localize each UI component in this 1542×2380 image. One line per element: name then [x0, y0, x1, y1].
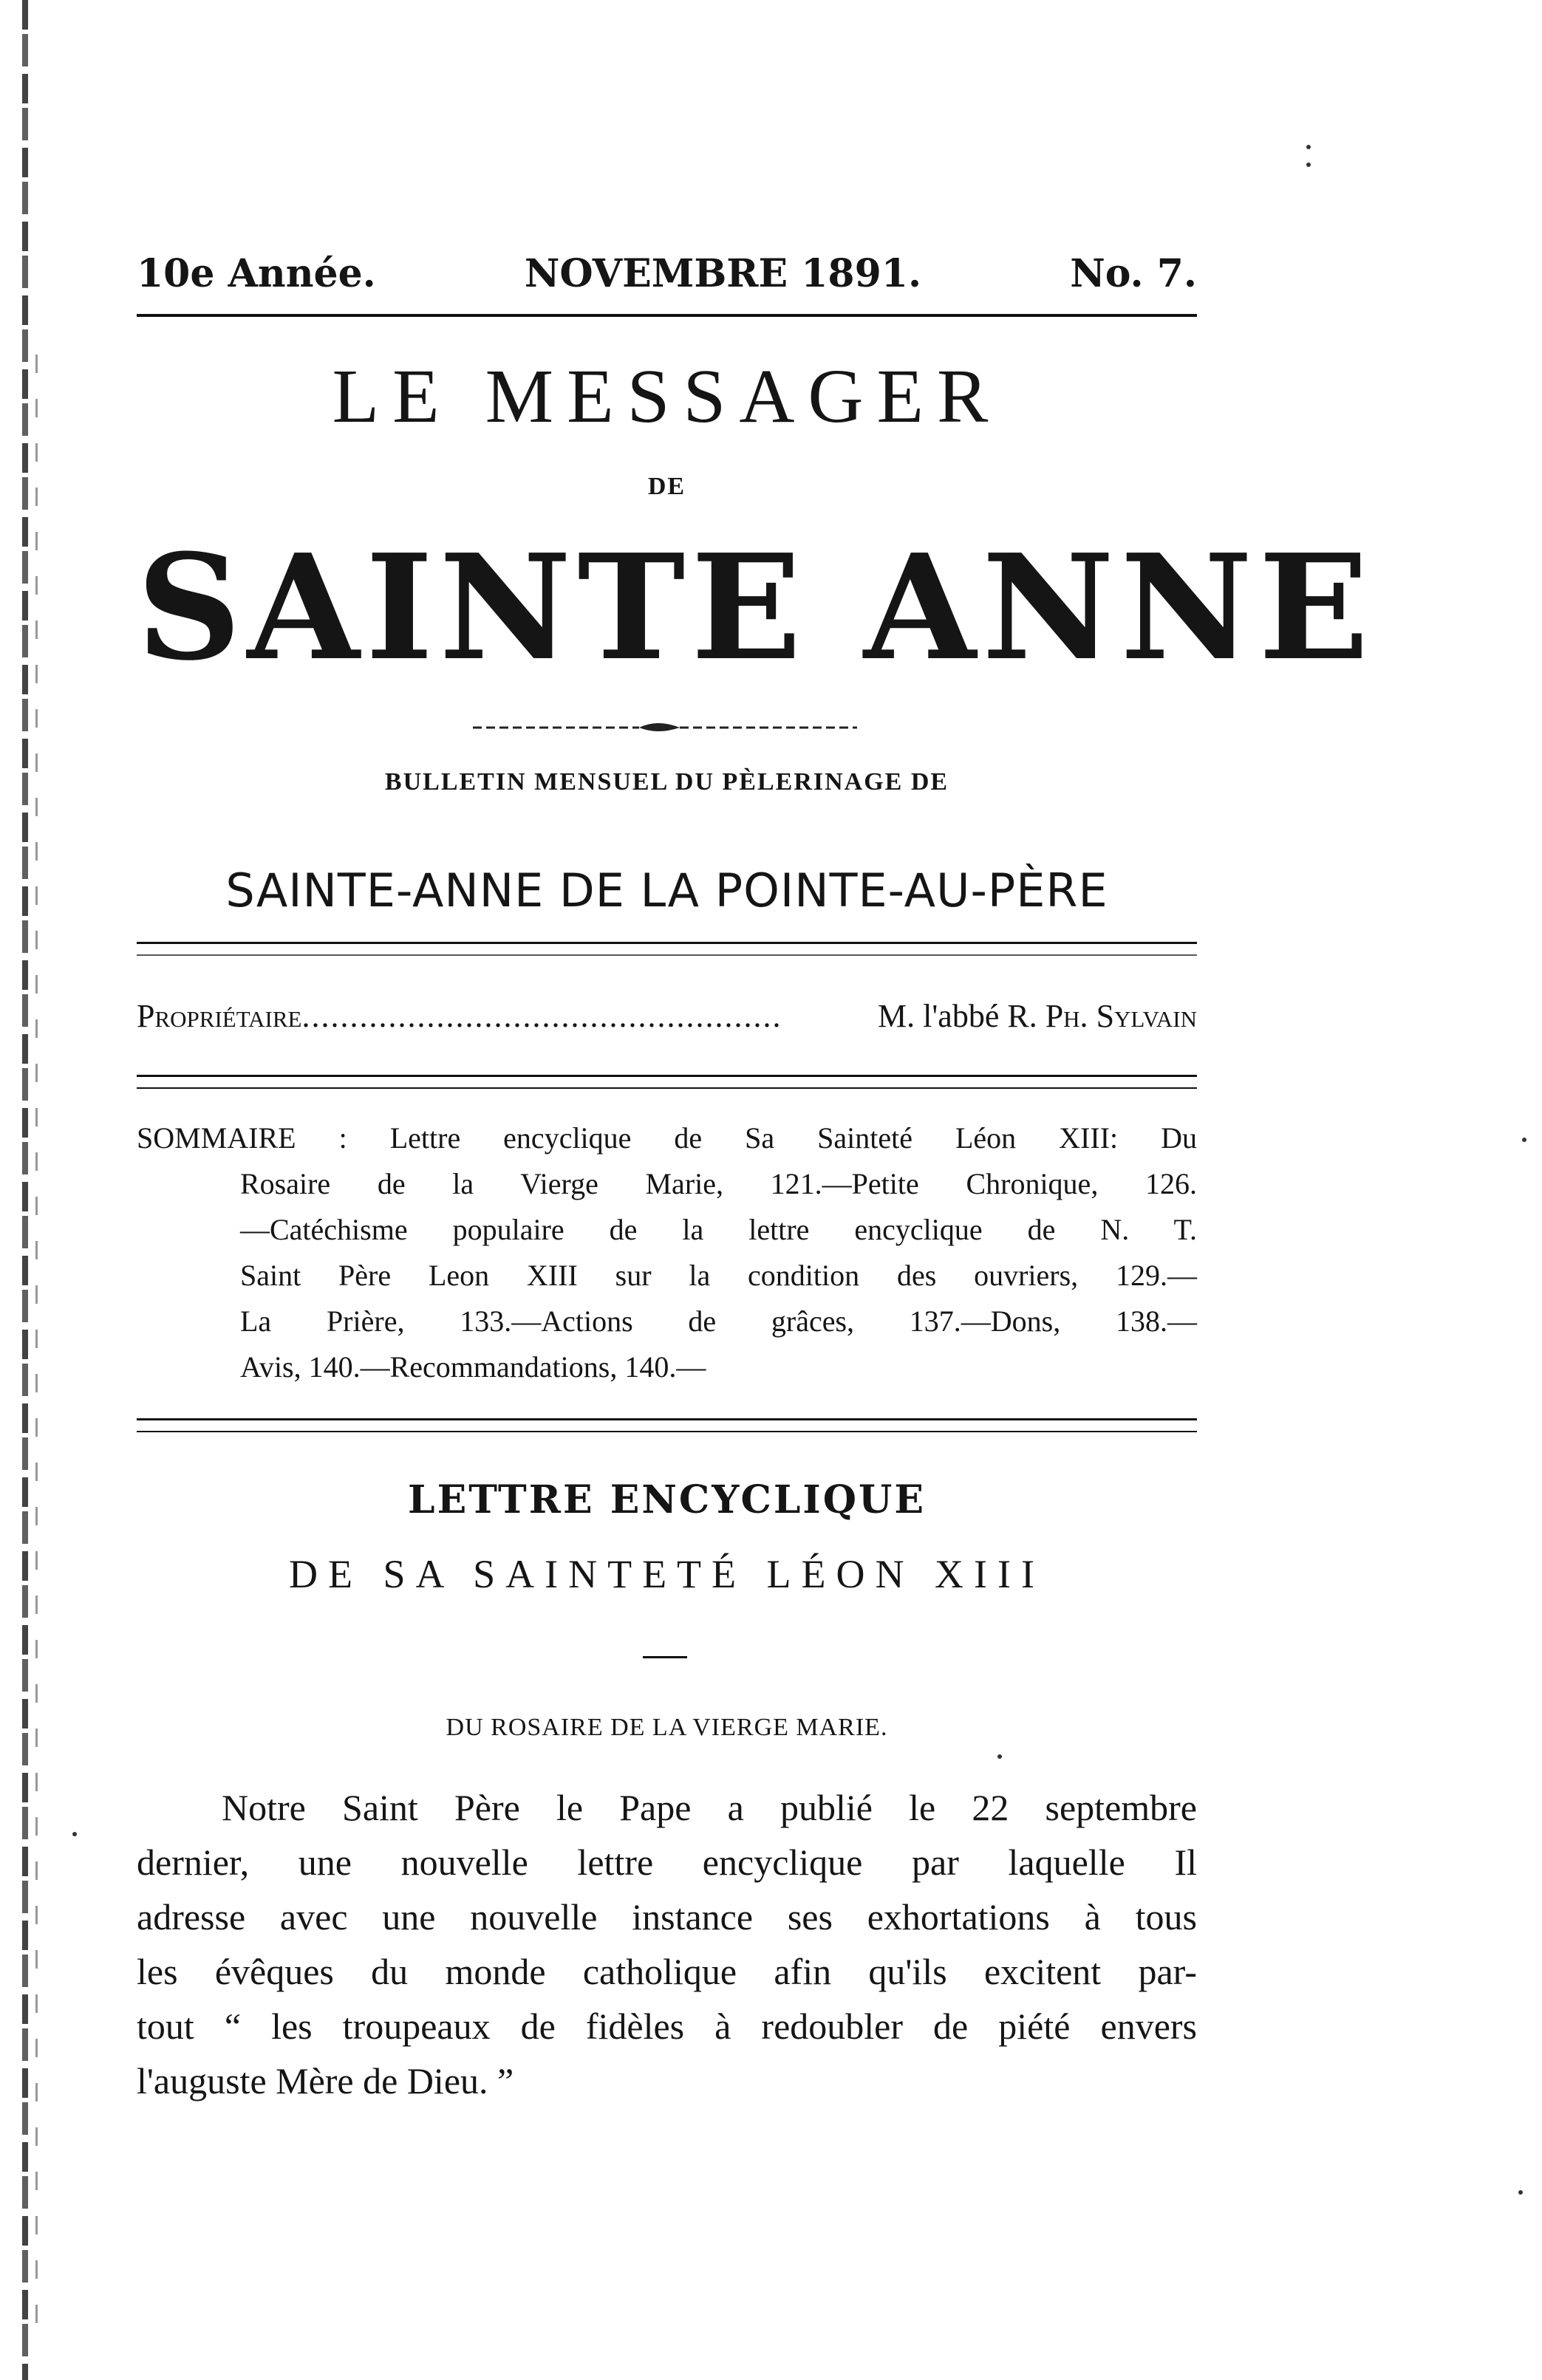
- date-label: NOVEMBRE 1891.: [524, 251, 922, 296]
- ornament-divider: [473, 720, 857, 735]
- summary-line: La Prière, 133.—Actions de grâces, 137.—Dons, 138.—: [240, 1304, 1197, 1338]
- article-line: adresse avec une nouvelle instance ses exhortations à tous: [137, 1896, 1197, 1938]
- rule-place-2: [137, 954, 1197, 956]
- article-line: l'auguste Mère de Dieu. ”: [137, 2060, 514, 2102]
- article-line: les évêques du monde catholique afin qu'ils excitent par-: [137, 1951, 1197, 1992]
- title-connector: DE: [647, 473, 686, 500]
- speck: [1518, 2190, 1523, 2195]
- speck: [1306, 145, 1311, 149]
- summary-line: Avis, 140.—Recommandations, 140.—: [240, 1350, 706, 1384]
- scan-edge-artifact-inner: [35, 355, 38, 2349]
- article-line: tout “ les troupeaux de fidèles à redoubler de piété envers: [137, 2005, 1197, 2047]
- owner-name-initial: Ph.: [1045, 998, 1088, 1034]
- summary: [137, 1115, 1197, 1390]
- summary-line: —Catéchisme populaire de la lettre encyclique de N. T.: [240, 1213, 1197, 1246]
- article-line: dernier, une nouvelle lettre encyclique par laquelle Il: [137, 1842, 1197, 1883]
- place-subtitle: SAINTE-ANNE DE LA POINTE-AU-PÈRE: [225, 864, 1108, 917]
- speck: [1306, 163, 1311, 167]
- summary-label: SOMMAIRE :: [137, 1121, 347, 1155]
- owner-dots: ..................................................: [301, 998, 782, 1034]
- masthead-line: [137, 251, 1197, 296]
- owner-name-prefix: M. l'abbé R.: [878, 998, 1037, 1034]
- scan-edge-artifact: [22, 0, 28, 2380]
- article-topic: DU ROSAIRE DE LA VIERGE MARIE.: [446, 1714, 888, 1741]
- title-line1: LE MESSAGER: [332, 354, 1002, 439]
- rule-place-1: [137, 942, 1197, 944]
- summary-line: SOMMAIRE : Lettre encyclique de Sa Sainteté Léon XIII: Du: [137, 1121, 1198, 1155]
- article-body: [137, 1780, 1197, 2108]
- short-dash: [643, 1656, 687, 1658]
- bulletin-subtitle: BULLETIN MENSUEL DU PÈLERINAGE DE: [384, 768, 949, 796]
- summary-line: Rosaire de la Vierge Marie, 121.—Petite Chronique, 126.: [240, 1167, 1197, 1200]
- speck: [72, 1832, 77, 1836]
- owner-label: Propriétaire: [137, 998, 302, 1034]
- rule-summary-1: [137, 1418, 1197, 1420]
- speck: [1522, 1138, 1526, 1142]
- rule-owner-1: [137, 1075, 1197, 1077]
- article-subheading: DE SA SAINTETÉ LÉON XIII: [289, 1552, 1045, 1596]
- article-heading: LETTRE ENCYCLIQUE: [408, 1477, 926, 1522]
- year-label: 10e Année.: [137, 251, 376, 296]
- rule-top: [137, 314, 1197, 317]
- issue-label: No. 7.: [1070, 251, 1197, 296]
- owner-name-last: Sylvain: [1096, 998, 1197, 1034]
- speck: [997, 1754, 1002, 1759]
- owner-name: [878, 997, 1197, 1035]
- rule-summary-2: [137, 1431, 1197, 1432]
- title-line2: SAINTE ANNE: [137, 523, 1375, 693]
- article-line: Notre Saint Père le Pape a publié le 22 septembre: [222, 1787, 1197, 1828]
- summary-line: Saint Père Leon XIII sur la condition des ouvriers, 129.—: [240, 1259, 1197, 1292]
- rule-owner-2: [137, 1087, 1197, 1089]
- owner-line: [137, 997, 1197, 1035]
